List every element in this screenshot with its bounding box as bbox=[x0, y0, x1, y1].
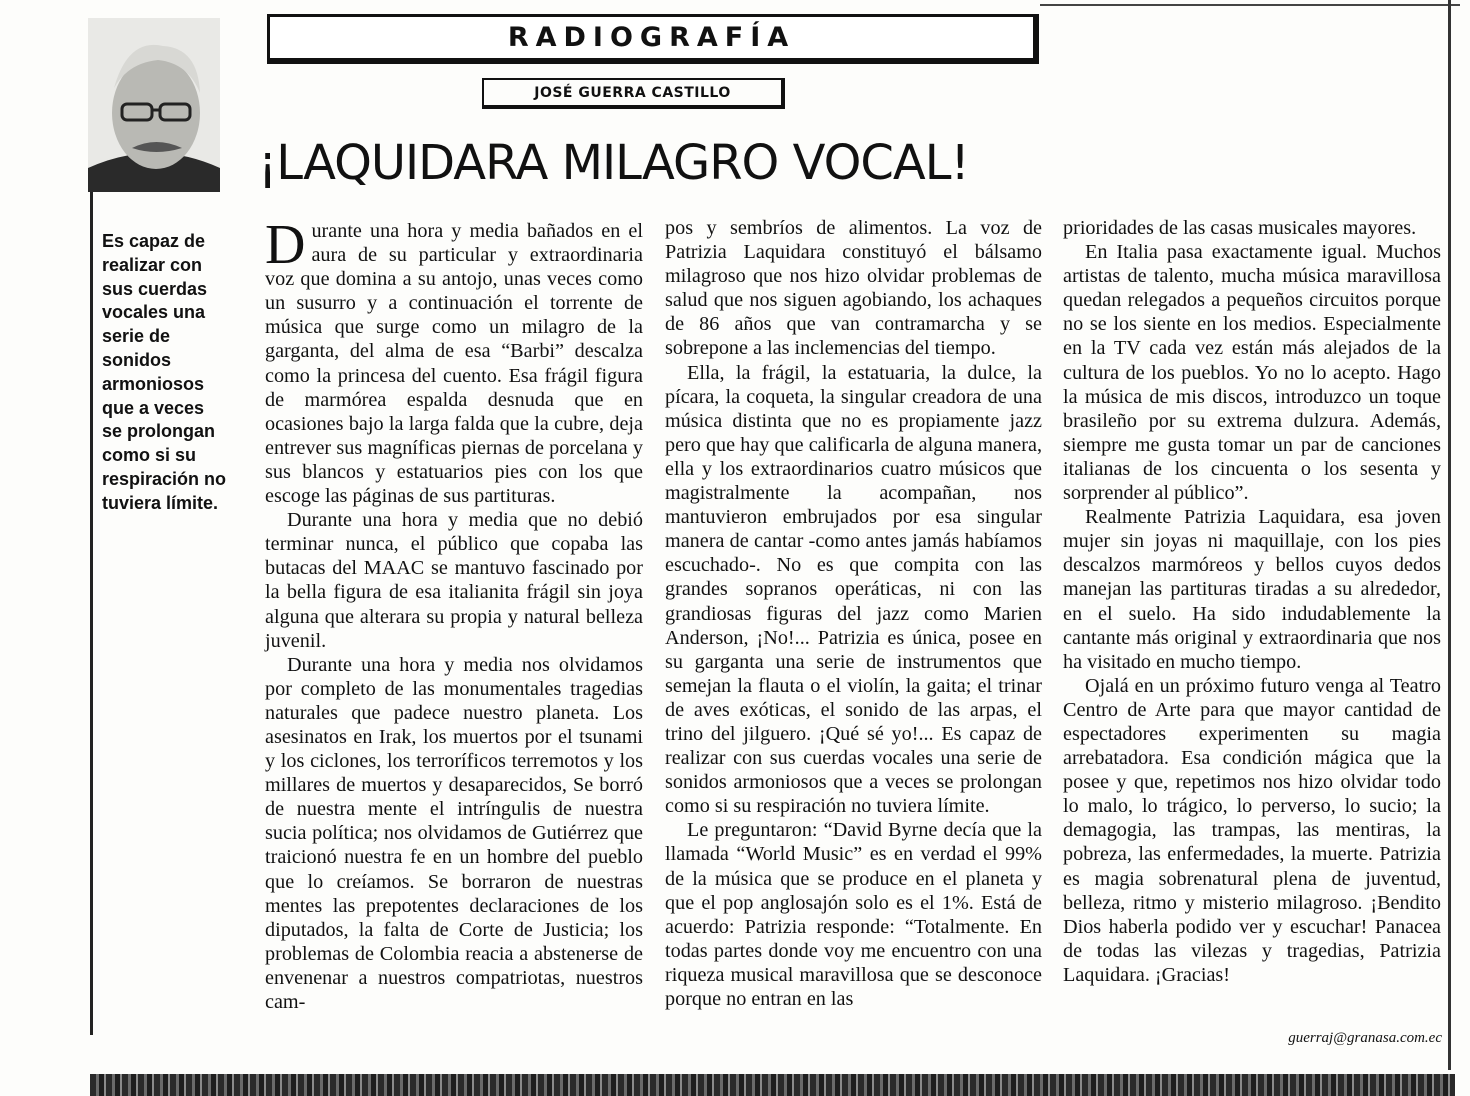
section-title: RADIOGRAFÍA bbox=[507, 22, 796, 53]
paragraph: prioridades de las casas musicales mayores. bbox=[1063, 217, 1417, 239]
article-column-3 bbox=[1063, 216, 1441, 987]
article-column-1 bbox=[265, 214, 643, 1014]
top-border-rule bbox=[1040, 4, 1460, 6]
pullquote-divider bbox=[90, 190, 93, 1035]
article-column-2 bbox=[665, 216, 1042, 1011]
headline: ¡LAQUIDARA MILAGRO VOCAL! bbox=[258, 135, 969, 191]
bottom-scan-edge bbox=[90, 1074, 1455, 1096]
paragraph bbox=[265, 214, 643, 508]
byline-box bbox=[482, 78, 785, 109]
author-byline: JOSÉ GUERRA CASTILLO bbox=[534, 84, 731, 101]
pullquote: Es capaz de realizar con sus cuerdas vocales una serie de sonidos armoniosos que a veces se prolongan como si su respiración no tuviera límite. bbox=[102, 231, 227, 513]
paragraph: Ojalá en un próximo futuro venga al Teatro Centro de Arte para que mayor cantidad de espectadores experimenten su magia arrebatadora. Esa condición mágica que la posee y que, repetimos nos hizo olvidar todo lo malo, lo trágico, lo perverso, lo sucio; la demagogia, las trampas, las mentiras, la pobreza, las enfermedades, la muerte. Patrizia es magia sobrenatural plena de juventud, belleza, ritmo y misterio milagroso. ¡Bendito Dios haberla podido ver y escuchar! Panacea de todas las vilezas y tragedias, Patrizia Laquidara. ¡Gracias! bbox=[1063, 674, 1441, 986]
paragraph: Durante una hora y media nos olvidamos por completo de las monumentales tragedias naturales que padece nuestro planeta. Los asesinatos en Irak, los muertos por el tsunami y los ciclones, los terroríficos terremotos y los millares de muertos y desaparecidos, Se borró de nuestra mente el intríngulis de nuestra sucia política; nos olvidamos de Gutiérrez que traicionó nuestra fe en un hombre del pueblo que lo creíamos. Se borraron de nuestras mentes las prepotentes declaraciones de los diputados, la falta de Corte de Justicia; los problemas de Colombia reacia a abstenerse de envenenar a nuestros compatriotas, nuestros cam- bbox=[265, 653, 643, 1013]
paragraph: Durante una hora y media que no debió terminar nunca, el público que copaba las butacas del MAAC se mantuvo fascinado por la bella figura de esa italianita frágil sin joya alguna que alterara su propia y natural belleza juvenil. bbox=[265, 509, 643, 652]
paragraph: Le preguntaron: “David Byrne decía que la llamada “World Music” es en verdad el 99% de la música que se produce en el planeta y que el pop anglosajón solo es el 1%. Está de acuerdo: Patrizia responde: “Totalmente. En todas partes donde voy me encuentro con una riqueza musical maravillosa que se desconoce porque no entran en las bbox=[665, 819, 1042, 1010]
paragraph: Realmente Patrizia Laquidara, esa joven mujer sin joyas ni maquillaje, con los pies descalzos marmóreos y bellos cuyos dedos manejan las partituras tiradas a su alrededor, en el suelo. Ha sido indudablemente la cantante más original y extraordinaria que nos ha visitado en mucho tiempo. bbox=[1063, 506, 1441, 673]
author-email: guerraj@granasa.com.ec bbox=[1288, 1030, 1442, 1046]
paragraph: Ella, la frágil, la estatuaria, la dulce, la pícara, la coqueta, la singular creadora de una música distinta que no es propiamente jazz pero que hay que calificarla de alguna manera, ella y los extraordinarios cuatro músicos que magistralmente la acompañan, nos mantuvieron embrujados por esa singular manera de cantar -como antes jamás habíamos escuchado-. No es que compita con las grandes sopranos operáticas, ni con las grandiosas figuras del jazz como Marien Anderson, ¡No!... Patrizia es única, posee en su garganta una serie de instrumentos que semejan la flauta o el violín, la gaita; el trinar de aves exóticas, el sonido de las arpas, el trino del jilguero. ¡Qué sé yo!... Es capaz de realizar con sus cuerdas vocales una serie de sonidos armoniosos que a veces se prolongan como si su respiración no tuviera límite. bbox=[665, 361, 1042, 818]
author-portrait-icon bbox=[88, 18, 220, 192]
paragraph-text: urante una hora y media bañados en el aura de su particular y extraordinaria voz que domina a su antojo, unas veces como un susurro y a continuación el torrente de música que surge como un milagro de la garganta, del alma de esa “Barbi” descalza como la princesa del cuento. Esa frágil figura de marmórea espalda desnuda que en ocasiones bajo la larga falda que la cubre, deja entrever sus magníficas piernas de porcelana y sus blancos y estatuarios pies con los que escoge las páginas de sus partituras. bbox=[265, 220, 643, 508]
section-header-box bbox=[267, 14, 1039, 64]
paragraph: En Italia pasa exactamente igual. Muchos artistas de talento, mucha música maravillosa quedan relegados a pequeños circuitos porque no se los siente en los medios. Especialmente en la TV cada vez están más alejados de la cultura de los pueblos. Yo no lo acepto. Hago la música de mis discos, introduzco un toque brasileño por su extrema dulzura. Además, siempre me gusta tomar un par de canciones italianas de los cincuenta o los sesenta y sorprender al público”. bbox=[1063, 241, 1441, 505]
author-portrait-svg bbox=[88, 18, 220, 192]
paragraph: pos y sembríos de alimentos. La voz de Patrizia Laquidara constituyó el bálsamo milagroso que nos hizo olvidar problemas de salud que nos siguen agobiando, los achaques de 86 años que van contramarcha y se sobrepone a las inclemencias del tiempo. bbox=[665, 217, 1042, 360]
drop-cap: D bbox=[265, 214, 306, 276]
right-border-rule bbox=[1448, 0, 1451, 1070]
